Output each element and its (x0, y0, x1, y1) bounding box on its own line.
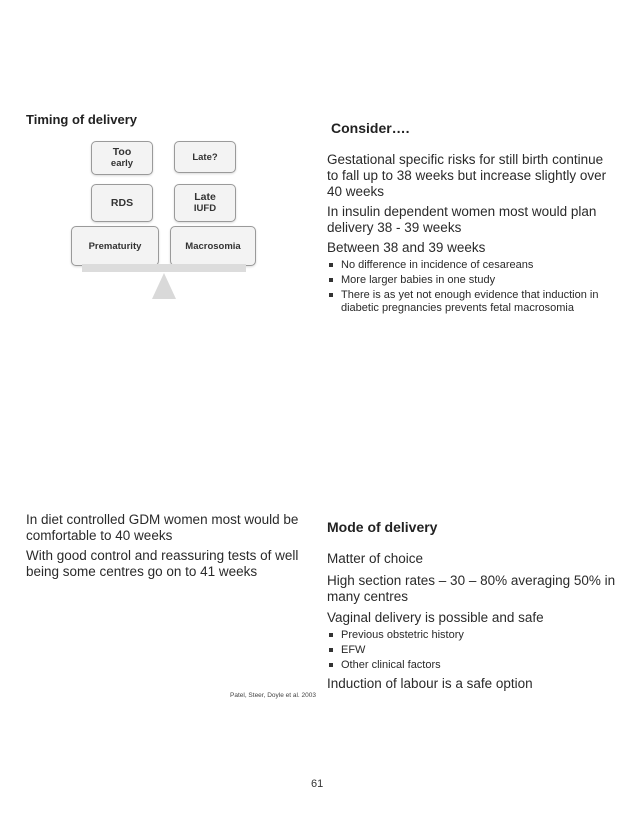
mode-bullet-2: EFW (327, 644, 617, 657)
box-late-iufd (174, 184, 236, 222)
scale-beam (82, 264, 246, 272)
consider-para-2: In insulin dependent women most would plan delivery 38 - 39 weeks (327, 204, 597, 235)
citation: Patel, Steer, Doyle et al. 2003 (230, 692, 316, 699)
mode-para-3: Vaginal delivery is possible and safe (327, 610, 544, 625)
box-late-iufd-line1: Late (194, 191, 216, 203)
diet-para-2: With good control and reassuring tests of well being some centres go on to 41 weeks (26, 548, 299, 579)
consider-bullet-1: No difference in incidence of cesareans (327, 259, 617, 272)
mode-title: Mode of delivery (327, 519, 438, 535)
mode-bullet-list (327, 629, 617, 672)
consider-bullet-list (327, 259, 617, 315)
diet-para-1: In diet controlled GDM women most would be comfortable to 40 weeks (26, 512, 299, 543)
consider-bullet-2: More larger babies in one study (327, 274, 617, 287)
consider-para-3: Between 38 and 39 weeks (327, 240, 486, 255)
mode-para-1: Matter of choice (327, 551, 424, 566)
box-macrosomia: Macrosomia (170, 226, 256, 266)
box-too-early-line2: early (110, 158, 134, 169)
mode-closing: Induction of labour is a safe option (327, 676, 533, 691)
mode-section (327, 551, 617, 692)
mode-bullet-3: Other clinical factors (327, 659, 617, 672)
mode-bullet-1: Previous obstetric history (327, 629, 617, 642)
balance-scale-diagram (70, 140, 260, 305)
consider-bullet-3: There is as yet not enough evidence that induction in diabetic pregnancies prevents fetal macrosomia (327, 289, 617, 315)
box-prematurity: Prematurity (71, 226, 159, 266)
consider-para-1: Gestational specific risks for still birth continue to fall up to 38 weeks but increase slightly over 40 weeks (327, 152, 607, 199)
page-number: 61 (311, 778, 324, 790)
consider-section (327, 152, 617, 317)
box-too-early-line1: Too (112, 146, 132, 158)
box-rds: RDS (91, 184, 153, 222)
timing-title: Timing of delivery (26, 112, 138, 127)
scale-fulcrum (152, 273, 176, 299)
consider-title: Consider…. (331, 120, 410, 136)
diet-section (26, 512, 316, 580)
box-late-iufd-line2: IUFD (193, 203, 217, 214)
box-late-question: Late? (174, 141, 236, 173)
box-too-early (91, 141, 153, 175)
mode-para-2: High section rates – 30 – 80% averaging 50% in many centres (327, 573, 616, 604)
